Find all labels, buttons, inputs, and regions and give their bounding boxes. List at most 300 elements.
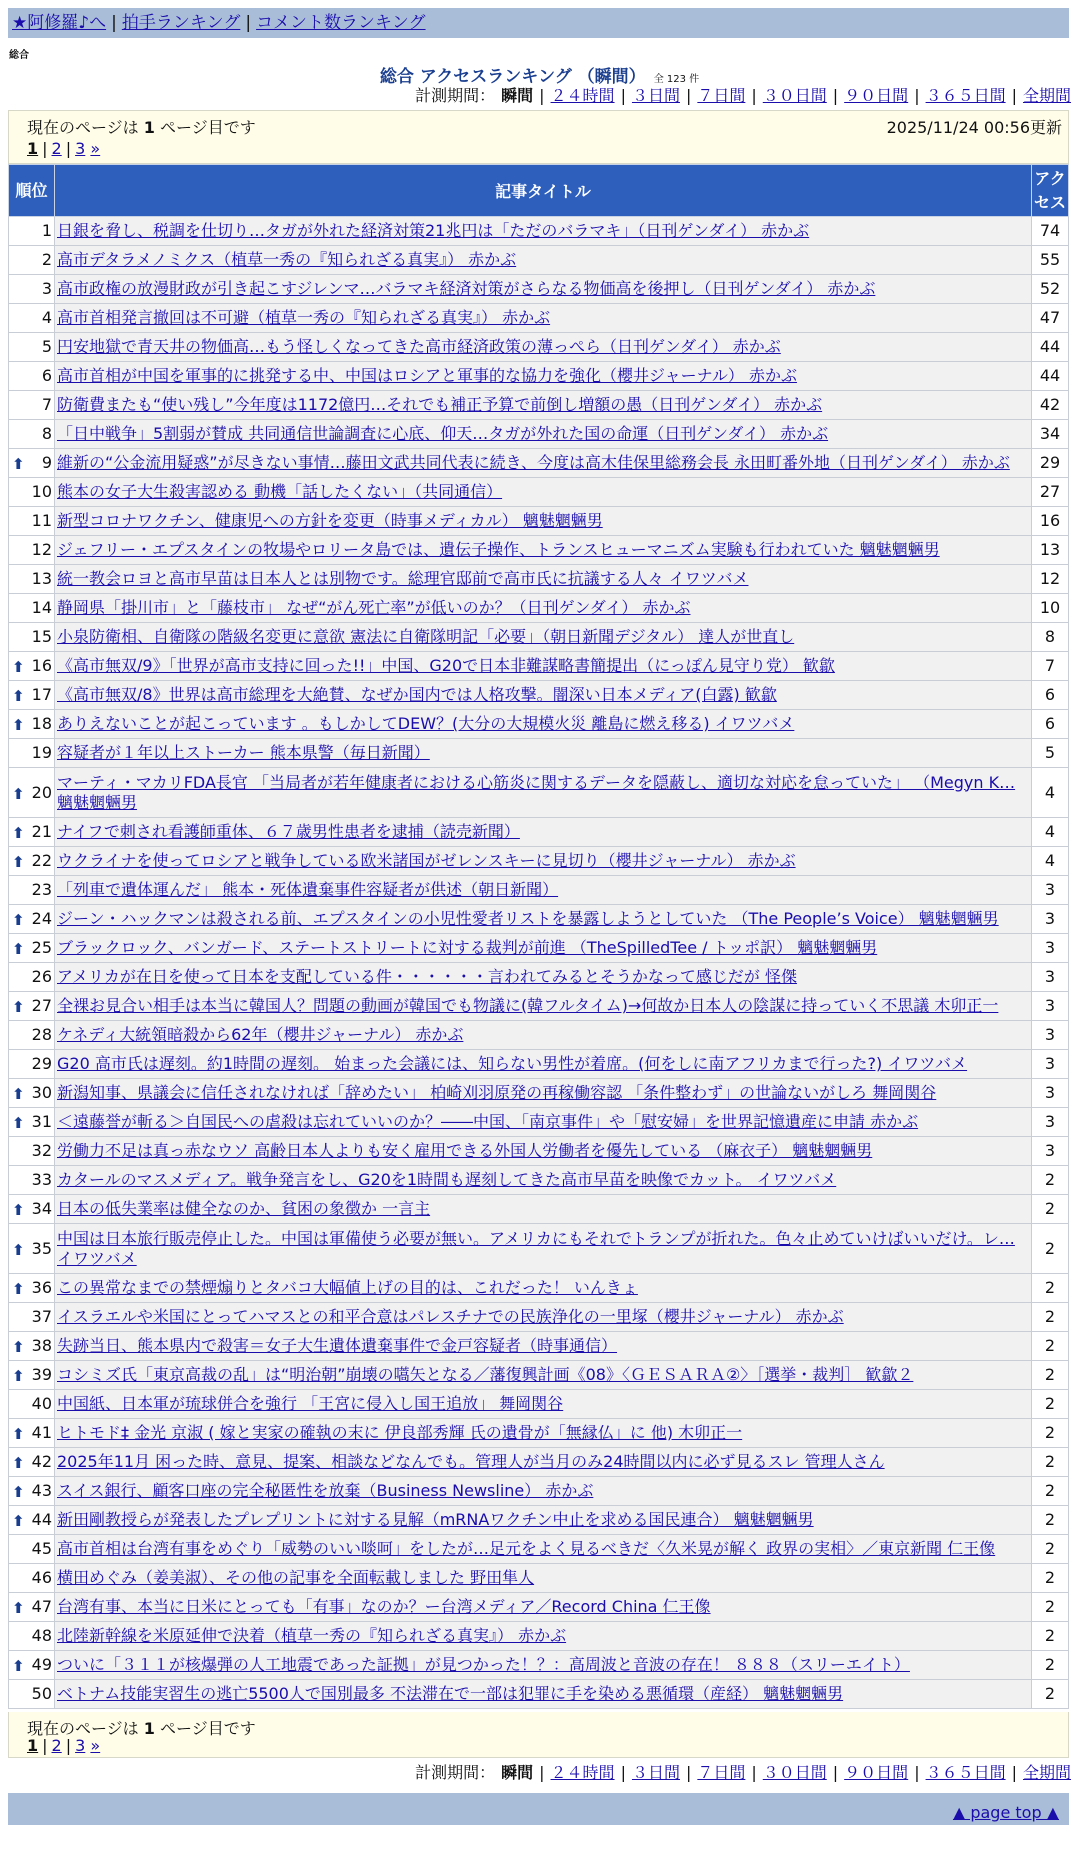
rank-number: 34	[31, 1199, 52, 1218]
period-30d-link[interactable]: ３０日間	[762, 1763, 827, 1782]
article-link[interactable]: この異常なまでの禁煙煽りとタバコ大幅値上げの目的は、これだった！ いんきょ	[57, 1278, 638, 1297]
access-count: 3	[1032, 934, 1069, 963]
article-link[interactable]: アメリカが在日を使って日本を支配している件・・・・・・言われてみるとそうかなって感じだが 怪傑	[57, 967, 797, 986]
article-link[interactable]: ウクライナを使ってロシアと戦争している欧米諸国がゼレンスキーに見切り（櫻井ジャーナル） 赤かぶ	[57, 851, 796, 870]
rank-number: 43	[31, 1481, 52, 1500]
period-30d-link[interactable]: ３０日間	[762, 86, 827, 105]
period-all-link[interactable]: 全期間	[1022, 1763, 1071, 1782]
article-link[interactable]: 《高市無双/8》世界は高市総理を大絶賛、なぜか国内では人格攻撃。闇深い日本メディア(白露) 歓歙	[57, 685, 777, 704]
article-link[interactable]: 高市首相は台湾有事をめぐり「威勢のいい啖呵」をしたが…足元をよく見るべきだ〈久米晃が解く 政界の実相〉／東京新聞 仁王像	[57, 1539, 996, 1558]
rank-up-arrow-icon: ⬆	[12, 1367, 25, 1385]
rank-number: 39	[31, 1365, 52, 1384]
rank-number: 20	[31, 782, 52, 802]
access-count: 3	[1032, 1021, 1069, 1050]
rank-up-arrow-icon: ⬆	[12, 716, 25, 734]
article-link[interactable]: 統一教会ロヨと高市早苗は日本人とは別物です。総理官邸前で高市氏に抗議する人々 イワツバメ	[57, 569, 749, 588]
rank-cell	[9, 1593, 55, 1622]
pager-page-2-link[interactable]: 2	[51, 1736, 62, 1755]
pager-page-3-link[interactable]: 3	[75, 139, 86, 158]
access-count: 52	[1032, 275, 1069, 304]
rank-number: 12	[31, 540, 52, 559]
access-count: 3	[1032, 963, 1069, 992]
period-7d-link[interactable]: ７日間	[697, 86, 746, 105]
rank-up-arrow-icon: ⬆	[12, 1599, 25, 1617]
rank-cell	[9, 1021, 55, 1050]
period-all-link[interactable]: 全期間	[1022, 86, 1071, 105]
period-90d-link[interactable]: ９０日間	[844, 1763, 909, 1782]
table-row	[9, 963, 1069, 992]
article-link[interactable]: ＜遠藤誉が斬る＞自国民への虐殺は忘れていいのか？――中国、「南京事件」や「慰安婦」を世界記憶遺産に申請 赤かぶ	[57, 1112, 919, 1131]
rank-number: 31	[31, 1112, 52, 1131]
rank-number: 19	[31, 743, 52, 762]
rank-cell	[9, 1680, 55, 1709]
table-row	[9, 876, 1069, 905]
rank-number: 2	[41, 250, 52, 269]
ranking-title: 総合 アクセスランキング （瞬間）	[379, 67, 646, 87]
article-link[interactable]: 熊本の女子大生殺害認める 動機「話したくない」（共同通信）	[57, 482, 503, 501]
rank-number: 40	[31, 1394, 52, 1413]
pager-next-link[interactable]: »	[90, 139, 101, 158]
title-cell	[55, 1593, 1032, 1622]
title-cell	[55, 304, 1032, 333]
rank-number: 35	[31, 1238, 52, 1258]
period-365d-link[interactable]: ３６５日間	[925, 86, 1006, 105]
table-row	[9, 449, 1069, 478]
rank-up-arrow-icon: ⬆	[12, 658, 25, 676]
rank-cell	[9, 739, 55, 768]
rank-cell	[9, 333, 55, 362]
nav-separator: |	[245, 13, 252, 33]
rank-cell	[9, 1108, 55, 1137]
period-24h-link[interactable]: ２４時間	[550, 1763, 615, 1782]
rank-number: 21	[31, 822, 52, 841]
access-count: 4	[1032, 847, 1069, 876]
access-count: 5	[1032, 739, 1069, 768]
article-link[interactable]: 失跡当日、熊本県内で殺害＝女子大生遺体遺棄事件で金戸容疑者（時事通信）	[57, 1336, 618, 1355]
access-count: 27	[1032, 478, 1069, 507]
article-link[interactable]: ジェフリー・エプスタインの牧場やロリータ島では、遺伝子操作、トランスヒューマニズム実験も行われていた 魑魅魍魎男	[57, 540, 940, 559]
article-link[interactable]: 2025年11月 困った時、意見、提案、相談などなんでも。管理人が当月のみ24時間以内に必ず見るスレ 管理人さん	[57, 1452, 885, 1471]
rank-up-arrow-icon: ⬆	[12, 1240, 25, 1259]
current-page-text: 現在のページは 1 ページ目です	[27, 1719, 256, 1738]
access-count: 8	[1032, 623, 1069, 652]
access-count: 74	[1032, 217, 1069, 246]
article-link[interactable]: 高市政権の放漫財政が引き起こすジレンマ…バラマキ経済対策がさらなる物価高を後押し（日刊ゲンダイ） 赤かぶ	[57, 279, 876, 298]
rank-cell	[9, 1622, 55, 1651]
rank-number: 29	[31, 1054, 52, 1073]
rank-up-arrow-icon: ⬆	[12, 853, 25, 871]
table-row	[9, 1079, 1069, 1108]
title-cell	[55, 1166, 1032, 1195]
title-cell	[55, 1195, 1032, 1224]
rank-number: 23	[31, 880, 52, 899]
rank-cell	[9, 478, 55, 507]
access-count: 2	[1032, 1332, 1069, 1361]
table-row	[9, 652, 1069, 681]
page-status-bottom	[8, 1712, 1069, 1758]
access-count: 2	[1032, 1390, 1069, 1419]
title-cell	[55, 905, 1032, 934]
title-cell	[55, 420, 1032, 449]
article-link[interactable]: ありえないことが起こっています 。もしかしてDEW？(大分の大規模火災 離島に燃え移る) イワツバメ	[57, 714, 795, 733]
table-row	[9, 710, 1069, 739]
rank-cell	[9, 1535, 55, 1564]
access-count: 2	[1032, 1593, 1069, 1622]
rank-cell	[9, 963, 55, 992]
table-row	[9, 478, 1069, 507]
rank-cell	[9, 847, 55, 876]
rank-up-arrow-icon: ⬆	[12, 687, 25, 705]
rank-number: 36	[31, 1278, 52, 1297]
pager-page-3-link[interactable]: 3	[75, 1736, 86, 1755]
access-count: 4	[1032, 768, 1069, 818]
access-count: 3	[1032, 1108, 1069, 1137]
title-cell	[55, 1448, 1032, 1477]
article-link[interactable]: 容疑者が１年以上ストーカー 熊本県警（毎日新聞）	[57, 743, 430, 762]
column-header-title: 記事タイトル	[55, 165, 1032, 217]
article-link[interactable]: 台湾有事、本当に日米にとっても「有事」なのか？ー台湾メディア／Record China 仁王像	[57, 1597, 711, 1616]
article-link[interactable]: 《高市無双/9》「世界が高市支持に回った!!」中国、G20で日本非難謀略書簡提出（にっぽん見守り党） 歓歙	[57, 656, 835, 675]
rank-number: 47	[31, 1597, 52, 1616]
access-count: 3	[1032, 1137, 1069, 1166]
article-link[interactable]: ブラックロック、バンガード、ステートストリートに対する裁判が前進 （TheSpilledTee / トッポ訳） 魑魅魍魎男	[57, 938, 878, 957]
access-count: 2	[1032, 1166, 1069, 1195]
article-link[interactable]: 日本の低失業率は健全なのか、貧困の象徴か 一言主	[57, 1199, 431, 1218]
updated-timestamp: 2025/11/24 00:56更新	[886, 118, 1062, 137]
title-cell	[55, 1535, 1032, 1564]
rank-number: 50	[31, 1684, 52, 1703]
access-count: 2	[1032, 1564, 1069, 1593]
access-count: 3	[1032, 1050, 1069, 1079]
rank-number: 46	[31, 1568, 52, 1587]
title-cell	[55, 1419, 1032, 1448]
article-link[interactable]: スイス銀行、顧客口座の完全秘匿性を放棄（Business Newsline） 赤かぶ	[57, 1481, 594, 1500]
title-cell	[55, 739, 1032, 768]
table-row	[9, 818, 1069, 847]
table-row	[9, 304, 1069, 333]
table-row	[9, 1274, 1069, 1303]
comment-ranking-link[interactable]: コメント数ランキング	[256, 13, 426, 33]
access-count: 2	[1032, 1195, 1069, 1224]
rank-cell	[9, 1506, 55, 1535]
title-cell	[55, 818, 1032, 847]
access-count: 2	[1032, 1274, 1069, 1303]
rank-up-arrow-icon: ⬆	[12, 940, 25, 958]
title-cell	[55, 1651, 1032, 1680]
rank-cell	[9, 217, 55, 246]
rank-cell	[9, 992, 55, 1021]
table-row	[9, 739, 1069, 768]
rank-cell	[9, 1361, 55, 1390]
article-link[interactable]: 新型コロナワクチン、健康児への方針を変更（時事メディカル） 魑魅魍魎男	[57, 511, 603, 530]
table-row	[9, 362, 1069, 391]
rank-up-arrow-icon: ⬆	[12, 1657, 25, 1675]
table-row	[9, 333, 1069, 362]
access-count: 44	[1032, 333, 1069, 362]
rank-up-arrow-icon: ⬆	[12, 998, 25, 1016]
access-count: 42	[1032, 391, 1069, 420]
current-page-text: 現在のページは 1 ページ目です	[27, 118, 256, 137]
period-3d-link[interactable]: ３日間	[631, 86, 680, 105]
table-row	[9, 1195, 1069, 1224]
period-365d-link[interactable]: ３６５日間	[925, 1763, 1006, 1782]
access-count: 12	[1032, 565, 1069, 594]
table-row	[9, 1622, 1069, 1651]
title-cell	[55, 1303, 1032, 1332]
title-cell	[55, 1477, 1032, 1506]
pager-bottom: 1 | 2 | 3 »	[27, 1736, 101, 1755]
access-count: 2	[1032, 1361, 1069, 1390]
rank-up-arrow-icon: ⬆	[12, 1512, 25, 1530]
article-link[interactable]: ベトナム技能実習生の逃亡5500人で国別最多 不法滞在で一部は犯罪に手を染める悪循環（産経） 魑魅魍魎男	[57, 1684, 844, 1703]
table-row	[9, 275, 1069, 304]
title-cell	[55, 478, 1032, 507]
article-link[interactable]: ヒトモド‡ 金光 京淑 ( 嫁と実家の確執の末に 伊良部秀輝 氏の遺骨が「無縁仏」に 他) 木卯正一	[57, 1423, 743, 1442]
title-cell	[55, 623, 1032, 652]
access-count: 47	[1032, 304, 1069, 333]
rank-number: 11	[31, 511, 52, 530]
pager-current: 1	[27, 139, 39, 158]
title-cell	[55, 963, 1032, 992]
rank-cell	[9, 275, 55, 304]
table-row	[9, 246, 1069, 275]
rank-cell	[9, 565, 55, 594]
article-link[interactable]: 高市首相が中国を軍事的に挑発する中、中国はロシアと軍事的な協力を強化（櫻井ジャーナル） 赤かぶ	[57, 366, 797, 385]
article-link[interactable]: 新田剛教授らが発表したプレプリントに対する見解（mRNAワクチン中止を求める国民連合） 魑魅魍魎男	[57, 1510, 814, 1529]
table-row	[9, 1108, 1069, 1137]
table-row	[9, 1477, 1069, 1506]
table-row	[9, 1303, 1069, 1332]
table-row	[9, 1390, 1069, 1419]
table-row	[9, 1506, 1069, 1535]
access-count: 2	[1032, 1303, 1069, 1332]
article-link[interactable]: 高市首相発言撤回は不可避（植草一秀の『知られざる真実』） 赤かぶ	[57, 308, 551, 327]
table-row	[9, 1361, 1069, 1390]
pager-top: 1 | 2 | 3 »	[27, 139, 101, 158]
rank-number: 44	[31, 1510, 52, 1529]
access-count: 7	[1032, 652, 1069, 681]
article-link[interactable]: 円安地獄で青天井の物価高…もう怪しくなってきた高市経済政策の薄っぺら（日刊ゲンダイ） 赤かぶ	[57, 337, 781, 356]
rank-up-arrow-icon: ⬆	[12, 1085, 25, 1103]
period-24h-link[interactable]: ２４時間	[550, 86, 615, 105]
title-cell	[55, 1332, 1032, 1361]
table-row	[9, 1137, 1069, 1166]
period-3d-link[interactable]: ３日間	[631, 1763, 680, 1782]
rank-cell	[9, 876, 55, 905]
article-link[interactable]: 高市デタラメノミクス（植草一秀の『知られざる真実』） 赤かぶ	[57, 250, 517, 269]
rank-cell	[9, 507, 55, 536]
title-cell	[55, 992, 1032, 1021]
article-link[interactable]: 労働力不足は真っ赤なウソ 高齢日本人よりも安く雇用できる外国人労働者を優先している （麻衣子） 魑魅魍魎男	[57, 1141, 873, 1160]
article-link[interactable]: 維新の“公金流用疑惑”が尽きない事情…藤田文武共同代表に続き、今度は高木佳保里総務会長 永田町番外地（日刊ゲンダイ） 赤かぶ	[57, 453, 1010, 472]
access-count: 55	[1032, 246, 1069, 275]
title-cell	[55, 1108, 1032, 1137]
table-row	[9, 1535, 1069, 1564]
pager-current: 1	[27, 1736, 39, 1755]
table-row	[9, 536, 1069, 565]
table-row	[9, 594, 1069, 623]
article-link[interactable]: 中国は日本旅行販売停止した。中国は軍備使う必要が無い。アメリカにもそれでトランプが折れた。色々止めていけばいいだけ。レ… イワツバメ	[57, 1228, 1015, 1268]
access-count: 2	[1032, 1506, 1069, 1535]
period-7d-link[interactable]: ７日間	[697, 1763, 746, 1782]
table-row	[9, 934, 1069, 963]
title-cell	[55, 246, 1032, 275]
table-row	[9, 992, 1069, 1021]
rank-up-arrow-icon: ⬆	[12, 1201, 25, 1219]
article-link[interactable]: 北陸新幹線を米原延伸で決着（植草一秀の『知られざる真実』） 赤かぶ	[57, 1626, 567, 1645]
rank-cell	[9, 1419, 55, 1448]
rank-number: 1	[41, 221, 52, 240]
table-row	[9, 1419, 1069, 1448]
table-row	[9, 1593, 1069, 1622]
rank-number: 25	[31, 938, 52, 957]
title-cell	[55, 217, 1032, 246]
article-link[interactable]: ついに「３１１が核爆弾の人工地震であった証拠」が見つかった！？：高周波と音波の存在！ ８８８（スリーエイト）	[57, 1655, 910, 1674]
rank-number: 48	[31, 1626, 52, 1645]
rank-number: 18	[31, 714, 52, 733]
title-cell	[55, 1021, 1032, 1050]
rank-cell	[9, 1166, 55, 1195]
asyura-home-link[interactable]: ★阿修羅♪へ	[12, 13, 107, 33]
rank-number: 49	[31, 1655, 52, 1674]
rank-cell	[9, 1477, 55, 1506]
article-link[interactable]: 静岡県「掛川市」と「藤枝市」 なぜ“がん死亡率”が低いのか？（日刊ゲンダイ） 赤かぶ	[57, 598, 691, 617]
ranking-count: 全 123 件	[653, 74, 700, 85]
article-link[interactable]: カタールのマスメディア。戦争発言をし、G20を1時間も遅刻してきた高市早苗を映像でカット。 イワツバメ	[57, 1170, 837, 1189]
article-link[interactable]: 小泉防衛相、自衛隊の階級名変更に意欲 憲法に自衛隊明記「必要」（朝日新聞デジタル） 達人が世直し	[57, 627, 795, 646]
title-cell	[55, 1622, 1032, 1651]
article-link[interactable]: 防衛費またも“使い残し”今年度は1172億円…それでも補正予算で前倒し増額の愚（日刊ゲンダイ） 赤かぶ	[57, 395, 823, 414]
rank-cell	[9, 1137, 55, 1166]
rank-number: 10	[31, 482, 52, 501]
table-row	[9, 1050, 1069, 1079]
article-link[interactable]: ナイフで刺され看護師重体、６７歳男性患者を逮捕（読売新聞）	[57, 822, 520, 841]
rank-cell	[9, 536, 55, 565]
title-cell	[55, 934, 1032, 963]
table-row	[9, 1448, 1069, 1477]
access-count: 2	[1032, 1622, 1069, 1651]
access-count: 2	[1032, 1477, 1069, 1506]
article-link[interactable]: 日銀を脅し、税調を仕切り…タガが外れた経済対策21兆円は「ただのバラマキ」（日刊ゲンダイ） 赤かぶ	[57, 221, 810, 240]
period-label: 計測期間：	[415, 1763, 496, 1782]
rank-cell	[9, 1050, 55, 1079]
column-header-rank: 順位	[9, 165, 55, 217]
access-count: 2	[1032, 1224, 1069, 1274]
rank-up-arrow-icon: ⬆	[12, 784, 25, 803]
title-cell	[55, 1137, 1032, 1166]
rank-number: 6	[41, 366, 52, 385]
title-cell	[55, 1506, 1032, 1535]
pager-page-2-link[interactable]: 2	[51, 139, 62, 158]
article-link[interactable]: G20 高市氏は遅刻。約1時間の遅刻。 始まった会議には、知らない男性が着席。(何をしに南アフリカまで行った?) イワツバメ	[57, 1054, 968, 1073]
rank-number: 13	[31, 569, 52, 588]
rank-cell	[9, 710, 55, 739]
rank-number: 5	[41, 337, 52, 356]
title-cell	[55, 536, 1032, 565]
article-link[interactable]: 全裸お見合い相手は本当に韓国人？問題の動画が韓国でも物議に(韓フルタイム)→何故か日本人の陰謀に持っていく不思議 木卯正一	[57, 996, 999, 1015]
title-cell	[55, 1564, 1032, 1593]
title-cell	[55, 1680, 1032, 1709]
access-count: 3	[1032, 876, 1069, 905]
rank-cell	[9, 594, 55, 623]
rank-number: 15	[31, 627, 52, 646]
rank-cell	[9, 818, 55, 847]
rank-number: 7	[41, 395, 52, 414]
table-row	[9, 681, 1069, 710]
access-count: 2	[1032, 1680, 1069, 1709]
access-count: 13	[1032, 536, 1069, 565]
title-cell	[55, 681, 1032, 710]
rank-number: 45	[31, 1539, 52, 1558]
rank-up-arrow-icon: ⬆	[12, 1425, 25, 1443]
rank-number: 4	[41, 308, 52, 327]
page-top-link[interactable]: ▲ page top ▲	[952, 1803, 1059, 1822]
access-count: 2	[1032, 1651, 1069, 1680]
pager-next-link[interactable]: »	[90, 1736, 101, 1755]
article-link[interactable]: 「列車で遺体運んだ」 熊本・死体遺棄事件容疑者が供述（朝日新聞）	[57, 880, 559, 899]
rank-number: 30	[31, 1083, 52, 1102]
table-row	[9, 623, 1069, 652]
rank-number: 33	[31, 1170, 52, 1189]
rank-up-arrow-icon: ⬆	[12, 455, 25, 473]
rank-cell	[9, 1448, 55, 1477]
article-link[interactable]: 横田めぐみ（姜美淑）、その他の記事を全面転載しました 野田隼人	[57, 1568, 535, 1587]
rank-cell	[9, 681, 55, 710]
applause-ranking-link[interactable]: 拍手ランキング	[121, 13, 241, 33]
rank-cell	[9, 768, 55, 818]
article-link[interactable]: ジーン・ハックマンは殺される前、エプスタインの小児性愛者リストを暴露しようとしていた （The People’s Voice） 魑魅魍魎男	[57, 909, 999, 928]
access-count: 29	[1032, 449, 1069, 478]
access-count: 6	[1032, 710, 1069, 739]
rank-cell	[9, 304, 55, 333]
table-row	[9, 1166, 1069, 1195]
rank-cell	[9, 1651, 55, 1680]
title-cell	[55, 391, 1032, 420]
article-link[interactable]: 「日中戦争」5割弱が賛成 共同通信世論調査に心底、仰天…タガが外れた国の命運（日刊ゲンダイ） 赤かぶ	[57, 424, 829, 443]
title-cell	[55, 275, 1032, 304]
article-link[interactable]: ケネディ大統領暗殺から62年（櫻井ジャーナル） 赤かぶ	[57, 1025, 464, 1044]
table-row	[9, 1651, 1069, 1680]
title-cell	[55, 565, 1032, 594]
article-link[interactable]: 中国紙、日本軍が琉球併合を強行 「王宮に侵入し国王追放」 舞岡関谷	[57, 1394, 564, 1413]
table-row	[9, 1224, 1069, 1274]
rank-up-arrow-icon: ⬆	[12, 1483, 25, 1501]
table-row	[9, 1680, 1069, 1709]
title-cell	[55, 1224, 1032, 1274]
rank-up-arrow-icon: ⬆	[12, 1454, 25, 1472]
period-label: 計測期間：	[415, 86, 496, 105]
title-cell	[55, 1079, 1032, 1108]
table-row	[9, 420, 1069, 449]
rank-number: 26	[31, 967, 52, 986]
rank-cell	[9, 1079, 55, 1108]
article-link[interactable]: コシミズ氏「東京高裁の乱」は“明治朝”崩壊の嚆矢となる／藩復興計画《08》〈ＧＥＳＡＲＡ②〉［選挙・裁判］ 歓歙２	[57, 1365, 914, 1384]
rank-up-arrow-icon: ⬆	[12, 1338, 25, 1356]
article-link[interactable]: マーティ・マカリFDA長官 「当局者が若年健康者における心筋炎に関するデータを隠蔽し、適切な対応を怠っていた」 （Megyn K… 魑魅魍魎男	[57, 772, 1016, 812]
title-cell	[55, 1050, 1032, 1079]
rank-number: 8	[41, 424, 52, 443]
rank-up-arrow-icon: ⬆	[12, 911, 25, 929]
table-row	[9, 905, 1069, 934]
period-90d-link[interactable]: ９０日間	[844, 86, 909, 105]
rank-number: 24	[31, 909, 52, 928]
article-link[interactable]: イスラエルや米国にとってハマスとの和平合意はパレスチナでの民族浄化の一里塚（櫻井ジャーナル） 赤かぶ	[57, 1307, 844, 1326]
article-link[interactable]: 新潟知事、県議会に信任されなければ「辞めたい」 柏崎刈羽原発の再稼働容認 「条件整わず」の世論ないがしろ 舞岡関谷	[57, 1083, 937, 1102]
rank-cell	[9, 1303, 55, 1332]
rank-cell	[9, 1274, 55, 1303]
rank-number: 32	[31, 1141, 52, 1160]
table-row	[9, 565, 1069, 594]
